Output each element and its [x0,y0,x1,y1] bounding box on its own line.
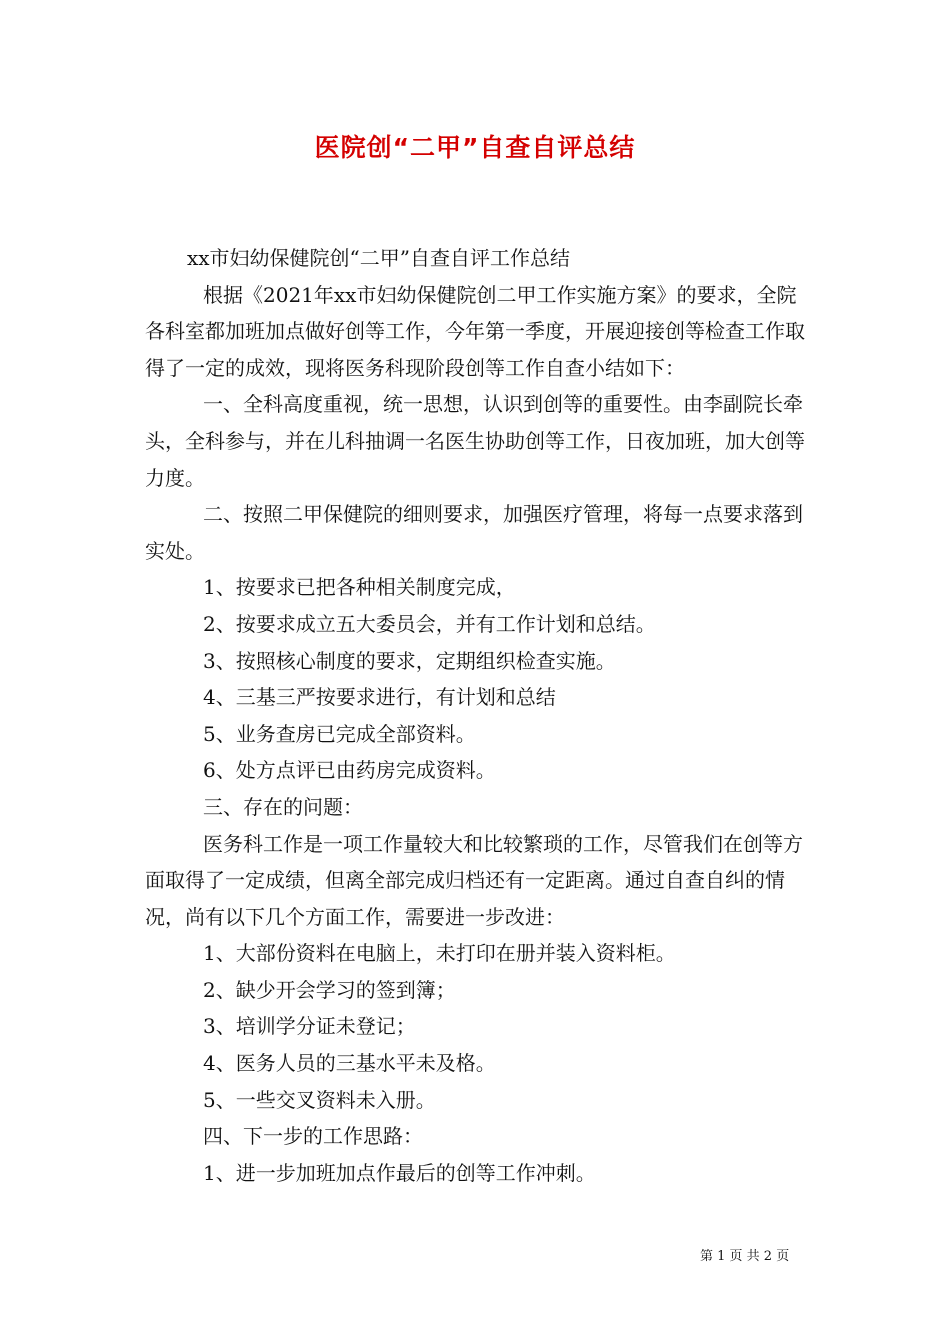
list-item: 3、培训学分证未登记； [203,1014,416,1039]
paragraph-issues: 医务科工作是一项工作量较大和比较繁琐的工作，尽管我们在创等方面取得了一定成绩，但离全部完成归档还有一定距离。通过自查自纠的情况，尚有以下几个方面工作，需要进一步改进： [145,831,803,929]
document-title: 医院创“二甲”自查自评总结 [314,133,636,162]
list-item: 2、按要求成立五大委员会，并有工作计划和总结。 [203,611,656,636]
list-item: 3、按照核心制度的要求，定期组织检查实施。 [203,648,616,673]
section-heading-4: 四、下一步的工作思路： [203,1124,423,1149]
list-item: 4、三基三严按要求进行，有计划和总结 [203,685,556,710]
list-item: 5、一些交叉资料未入册。 [203,1087,436,1112]
paragraph-section-2: 二、按照二甲保健院的细则要求，加强医疗管理，将每一点要求落到实处。 [145,502,803,563]
document-body [145,240,815,1191]
document-subtitle: xx市妇幼保健院创“二甲”自查自评工作总结 [187,246,571,270]
list-item: 1、大部份资料在电脑上，未打印在册并装入资料柜。 [203,941,676,966]
paragraph-intro: 根据《2021年xx市妇幼保健院创二甲工作实施方案》的要求，全院各科室都加班加点做好创等工作，今年第一季度，开展迎接创等检查工作取得了一定的成效，现将医务科现阶段创等工作自查小结如下： [145,282,805,380]
section-heading-3: 三、存在的问题： [203,794,363,819]
list-item: 1、按要求已把各种相关制度完成， [203,575,516,600]
list-item: 1、进一步加班加点作最后的创等工作冲刺。 [203,1160,596,1185]
list-item: 5、业务查房已完成全部资料。 [203,721,476,746]
list-item: 6、处方点评已由药房完成资料。 [203,758,496,783]
list-item: 4、医务人员的三基水平未及格。 [203,1051,496,1076]
list-item: 2、缺少开会学习的签到簿； [203,977,456,1002]
page-number-footer: 第 1 页 共 2 页 [700,1249,790,1264]
paragraph-section-1: 一、全科高度重视，统一思想，认识到创等的重要性。由李副院长牵头，全科参与，并在儿科抽调一名医生协助创等工作，日夜加班，加大创等力度。 [145,392,805,490]
